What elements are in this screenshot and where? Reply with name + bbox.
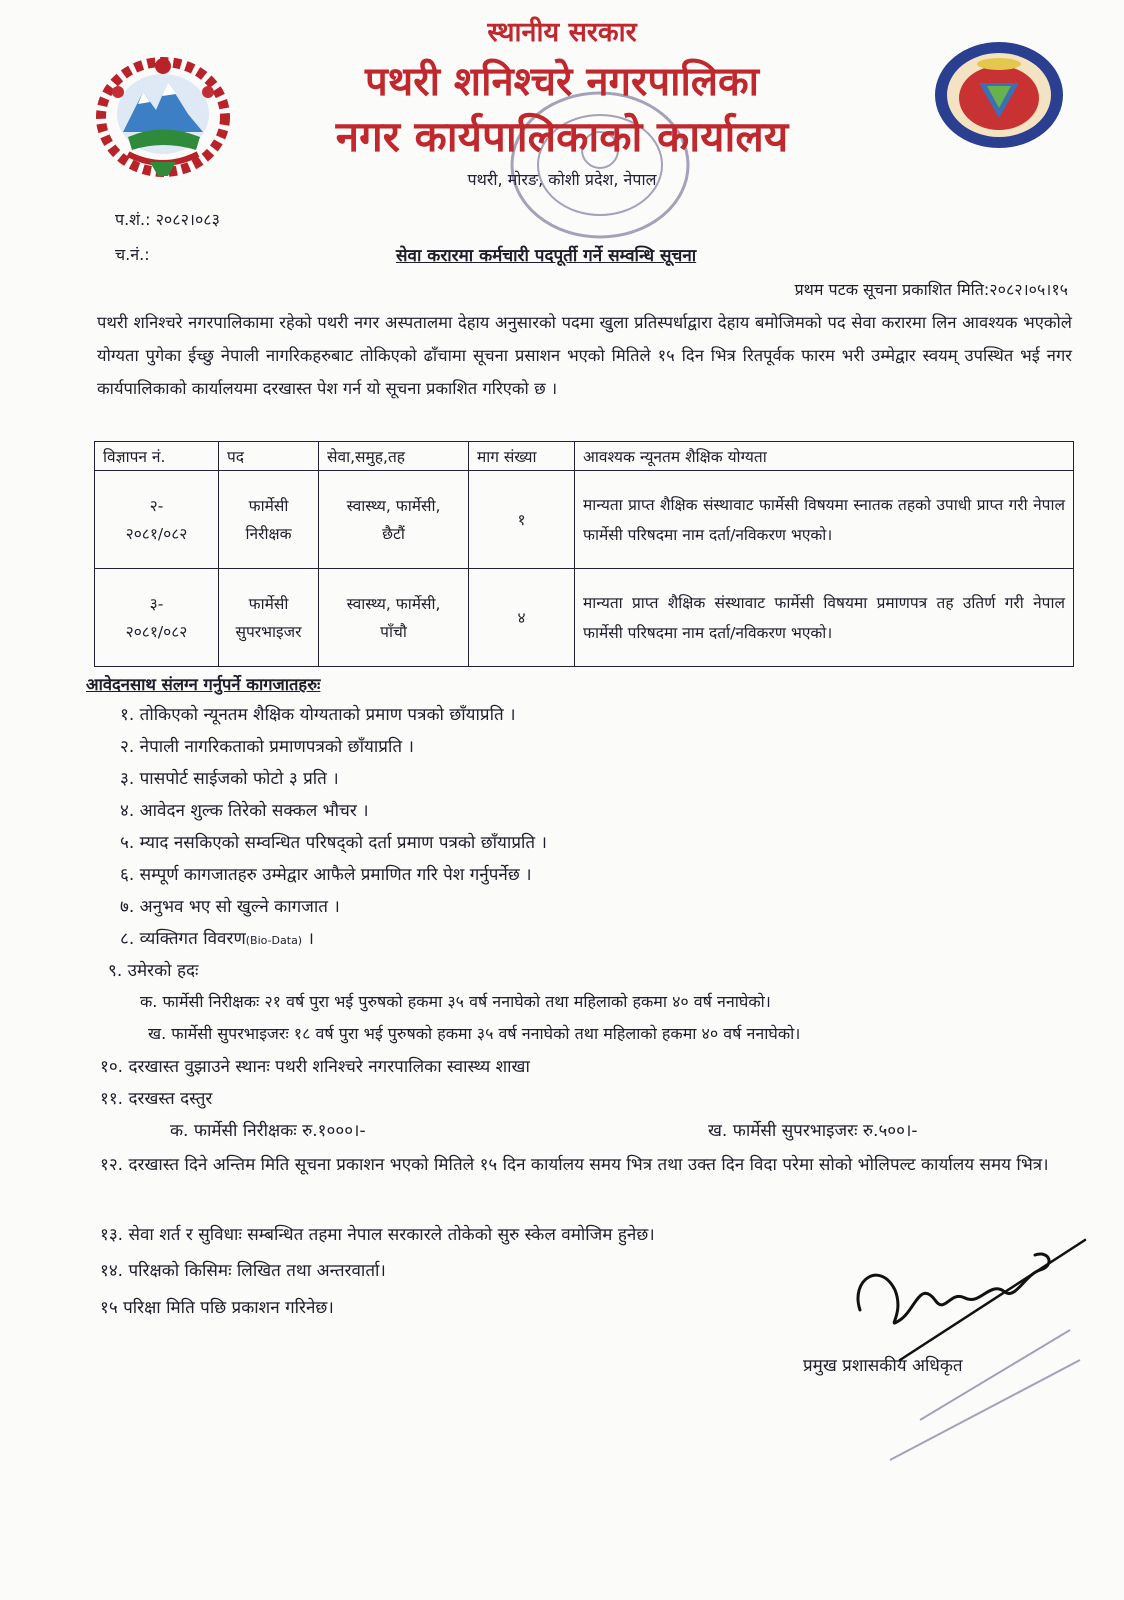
post-cell: फार्मेसी निरीक्षक	[219, 471, 319, 569]
list-item: ४. आवेदन शुल्क तिरेको सक्कल भौचर ।	[120, 801, 369, 821]
ad-number-cell: ३- २०८१/०८२	[95, 569, 219, 667]
post-cell: फार्मेसी सुपरभाइजर	[219, 569, 319, 667]
fee-inspector: क. फार्मेसी निरीक्षकः रु.१०००।-	[170, 1121, 366, 1141]
table-row	[95, 471, 1074, 569]
fee-supervisor: ख. फार्मेसी सुपरभाइजरः रु.५००।-	[708, 1121, 918, 1141]
list-item: ३. पासपोर्ट साईजको फोटो ३ प्रति ।	[120, 769, 339, 789]
list-item: ७. अनुभव भए सो खुल्ने कागजात ।	[120, 897, 340, 917]
dispatch-number: च.नं.:	[115, 245, 150, 264]
count-cell: १	[469, 471, 575, 569]
list-item: १३. सेवा शर्त र सुविधाः सम्बन्धित तहमा नेपाल सरकारले तोकेको सुरु स्केल वमोजिम हुनेछ।	[100, 1225, 655, 1245]
list-item: २. नेपाली नागरिकताको प्रमाणपत्रको छाँयाप्रति ।	[120, 737, 414, 757]
office-address: पथरी, मोरङ, कोशी प्रदेश, नेपाल	[467, 170, 657, 189]
list-item: १०. दरखास्त वुझाउने स्थानः पथरी शनिश्चरे नगरपालिका स्वास्थ्य शाखा	[100, 1057, 530, 1077]
header-demand-count: माग संख्या	[469, 442, 575, 471]
bio-data-note: (Bio-Data)	[245, 934, 303, 947]
vacancy-table	[94, 441, 1074, 667]
documents-title: आवेदनसाथ संलग्न गर्नुपर्ने कागजातहरुः	[86, 675, 321, 694]
list-item: ११. दरखस्त दस्तुर	[100, 1089, 213, 1109]
list-item: १२. दरखास्त दिने अन्तिम मिति सूचना प्रकाशन भएको मितिले १५ दिन कार्यालय समय भित्र तथा उक्त दिन विदा परेमा सोको भोलिपल्ट कार्यालय समय भित्र।	[100, 1155, 1049, 1175]
list-item: १. तोकिएको न्यूनतम शैक्षिक योग्यताको प्रमाण पत्रको छाँयाप्रति ।	[120, 705, 516, 725]
header-qualification: आवश्यक न्यूनतम शैक्षिक योग्यता	[575, 442, 1074, 471]
publish-date: प्रथम पटक सूचना प्रकाशित मिति:२०८२।०५।१५	[794, 280, 1068, 299]
table-row	[95, 569, 1074, 667]
officer-stamp-icon	[880, 1300, 1100, 1480]
header-ad-no: विज्ञापन नं.	[95, 442, 219, 471]
qualification-cell: मान्यता प्राप्त शैक्षिक संस्थावाट फार्मेसी विषयमा स्नातक तहको उपाधी प्राप्त गरी नेपाल फार्मेसी परिषदमा नाम दर्ता/नविकरण भएको।	[575, 471, 1074, 569]
notice-subject: सेवा करारमा कर्मचारी पदपूर्ती गर्ने सम्वन्धि सूचना	[396, 246, 697, 266]
signatory-title: प्रमुख प्रशासकीय अधिकृत	[803, 1356, 963, 1376]
service-cell: स्वास्थ्य, फार्मेसी, पाँचौ	[319, 569, 469, 667]
letter-number: प.शं.: २०८२।०८३	[115, 210, 220, 229]
qualification-cell: मान्यता प्राप्त शैक्षिक संस्थावाट फार्मेसी विषयमा प्रमाणपत्र तह उतिर्ण गरी नेपाल फार्मेसी परिषदमा नाम दर्ता/नविकरण भएको।	[575, 569, 1074, 667]
list-item: ६. सम्पूर्ण कागजातहरु उम्मेद्वार आफैले प्रमाणित गरि पेश गर्नुपर्नेछ ।	[120, 865, 532, 885]
office-name: नगर कार्यपालिकाको कार्यालय	[335, 112, 789, 161]
header-service: सेवा,समुह,तह	[319, 442, 469, 471]
age-limit-inspector: क. फार्मेसी निरीक्षकः २१ वर्ष पुरा भई पुरुषको हकमा ३५ वर्ष ननाघेको तथा महिलाको हकमा ४० वर्ष ननाघेको।	[140, 992, 771, 1011]
municipality-name: पथरी शनिश्चरे नगरपालिका	[364, 59, 760, 105]
list-item: १४. परिक्षको किसिमः लिखित तथा अन्तरवार्ता।	[100, 1261, 386, 1281]
list-item: १५ परिक्षा मिति पछि प्रकाशन गरिनेछ।	[100, 1298, 334, 1318]
list-item: ८. व्यक्तिगत विवरण(Bio-Data) ।	[120, 929, 314, 949]
local-government-label: स्थानीय सरकार	[487, 17, 637, 48]
ad-number-cell: २- २०८१/०८२	[95, 471, 219, 569]
list-item: ५. म्याद नसकिएको सम्वन्धित परिषद्को दर्ता प्रमाण पत्रको छाँयाप्रति ।	[120, 833, 547, 853]
age-limit-supervisor: ख. फार्मेसी सुपरभाइजरः १८ वर्ष पुरा भई पुरुषको हकमा ३५ वर्ष ननाघेको तथा महिलाको हकमा ४० वर्ष ननाघेको।	[148, 1024, 801, 1043]
list-item: ९. उमेरको हदः	[108, 961, 199, 981]
service-cell: स्वास्थ्य, फार्मेसी, छैटौं	[319, 471, 469, 569]
intro-paragraph: पथरी शनिश्चरे नगरपालिकामा रहेको पथरी नगर अस्पतालमा देहाय अनुसारको पदमा खुला प्रतिस्पर्धाद्वारा देहाय बमोजिमको पद सेवा करारमा लिन आवश्यक भएकोले योग्यता पुगेका ईच्छु नेपाली नागरिकहरुबाट तोकिएको ढाँचामा सूचना प्रसाशन भएको मितिले १५ दिन भित्र रितपूर्वक फारम भरी उम्मेद्वार स्वयम् उपस्थित भई नगर कार्यपालिकाको कार्यालयमा दरखास्त पेश गर्न यो सूचना प्रकाशित गरिएको छ ।	[97, 313, 1072, 398]
header-post: पद	[219, 442, 319, 471]
table-header-row	[95, 442, 1074, 471]
count-cell: ४	[469, 569, 575, 667]
